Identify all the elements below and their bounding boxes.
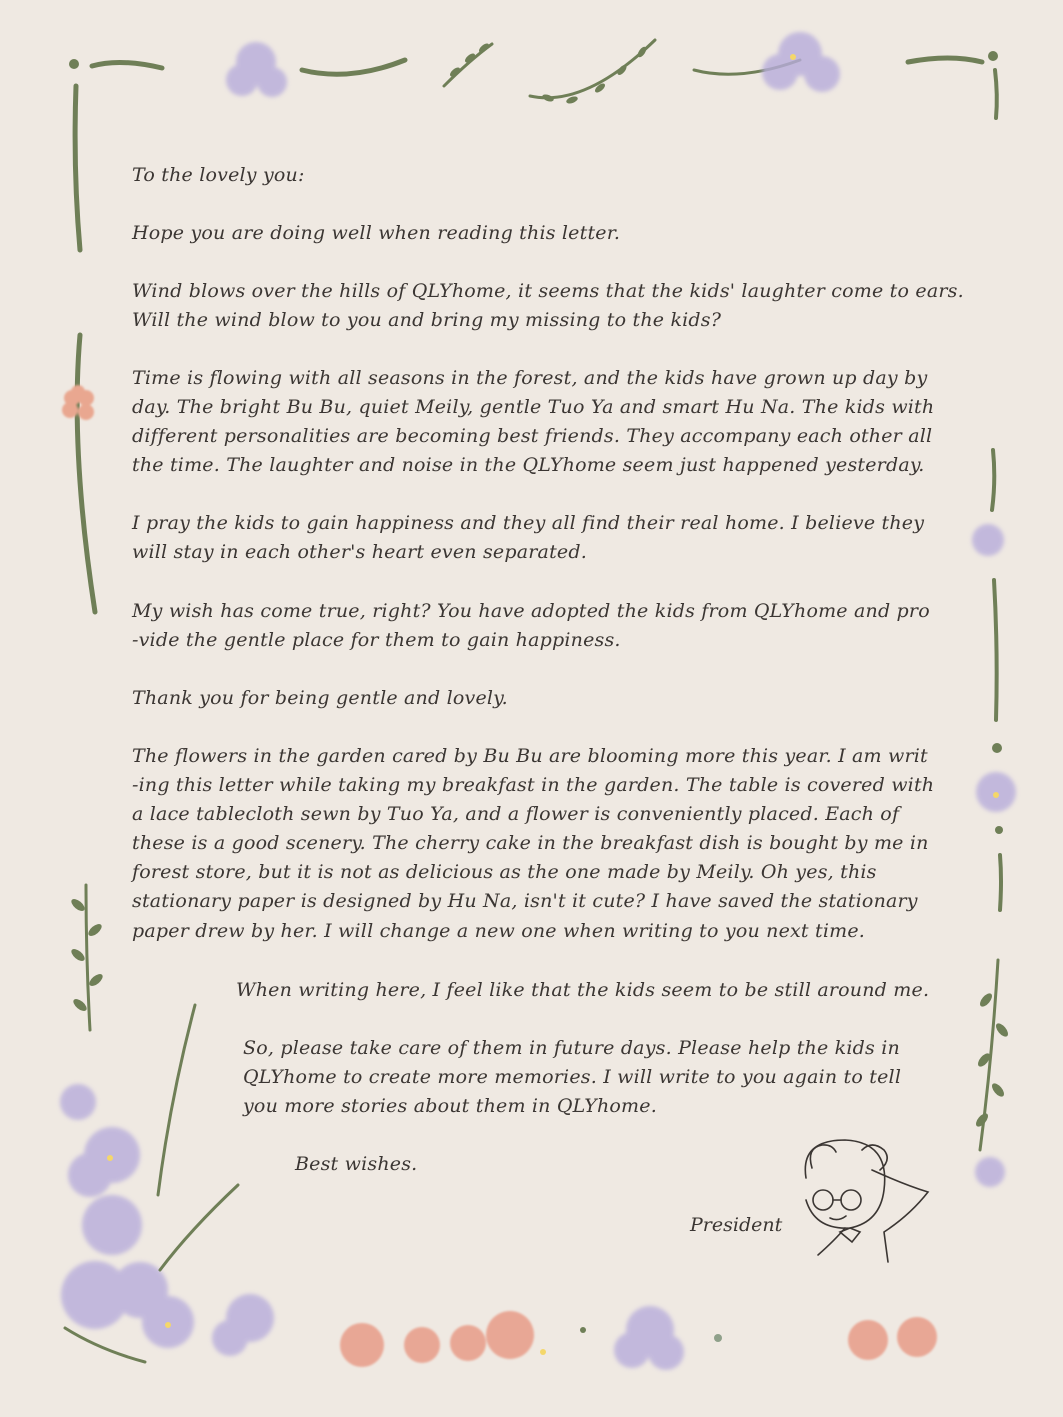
- paragraph-7-line-5: forest store, but it is not as delicious as the one made by Meily. Oh yes, this: [132, 861, 877, 883]
- paragraph-3-line-4: the time. The laughter and noise in the QLYhome seem just happened yesterday.: [132, 454, 925, 476]
- bear-president-illustration: [805, 1140, 928, 1262]
- paragraph-6-line-1: Thank you for being gentle and lovely.: [132, 687, 508, 709]
- top-leaves: [448, 42, 647, 105]
- paragraph-3-line-1: Time is flowing with all seasons in the forest, and the kids have grown up day by: [132, 367, 928, 389]
- paragraph-5-line-2: -vide the gentle place for them to gain happiness.: [132, 629, 621, 651]
- salutation: To the lovely you:: [132, 164, 305, 186]
- paragraph-9-line-3: you more stories about them in QLYhome.: [243, 1095, 657, 1117]
- paragraph-9-line-2: QLYhome to create more memories. I will write to you again to tell: [243, 1066, 902, 1088]
- signature: President: [690, 1214, 783, 1236]
- paragraph-3-line-3: different personalities are becoming best friends. They accompany each other all: [132, 425, 933, 447]
- paragraph-7-line-1: The flowers in the garden cared by Bu Bu are blooming more this year. I am writ: [132, 745, 928, 767]
- paragraph-4-line-1: I pray the kids to gain happiness and they all find their real home. I believe they: [132, 512, 925, 534]
- left-vine-decoration: [75, 86, 95, 1030]
- closing: Best wishes.: [295, 1153, 418, 1175]
- paragraph-7-line-2: -ing this letter while taking my breakfast in the garden. The table is covered with: [132, 774, 935, 796]
- paragraph-2-line-1: Wind blows over the hills of QLYhome, it seems that the kids' laughter come to ears.: [132, 280, 964, 302]
- paragraph-7-line-4: these is a good scenery. The cherry cake in the breakfast dish is bought by me in: [132, 832, 929, 854]
- paragraph-5-line-1: My wish has come true, right? You have adopted the kids from QLYhome and pro: [132, 600, 930, 622]
- right-vine-decoration: [980, 70, 1001, 1150]
- paragraph-1-line-1: Hope you are doing well when reading this letter.: [132, 222, 621, 244]
- paragraph-9-line-1: So, please take care of them in future days. Please help the kids in: [243, 1037, 900, 1059]
- paragraph-3-line-2: day. The bright Bu Bu, quiet Meily, gentle Tuo Ya and smart Hu Na. The kids with: [132, 396, 935, 418]
- paragraph-4-line-2: will stay in each other's heart even separated.: [132, 541, 587, 563]
- top-vine-decoration: [69, 40, 998, 98]
- paragraph-2-line-2: Will the wind blow to you and bring my missing to the kids?: [132, 309, 722, 331]
- paragraph-7-line-7: paper drew by her. I will change a new one when writing to you next time.: [132, 920, 866, 942]
- paragraph-8-line-1: When writing here, I feel like that the kids seem to be still around me.: [236, 979, 930, 1001]
- paragraph-7-line-3: a lace tablecloth sewn by Tuo Ya, and a flower is conveniently placed. Each of: [132, 803, 900, 825]
- paragraph-7-line-6: stationary paper is designed by Hu Na, isn't it cute? I have saved the stationary: [132, 890, 918, 912]
